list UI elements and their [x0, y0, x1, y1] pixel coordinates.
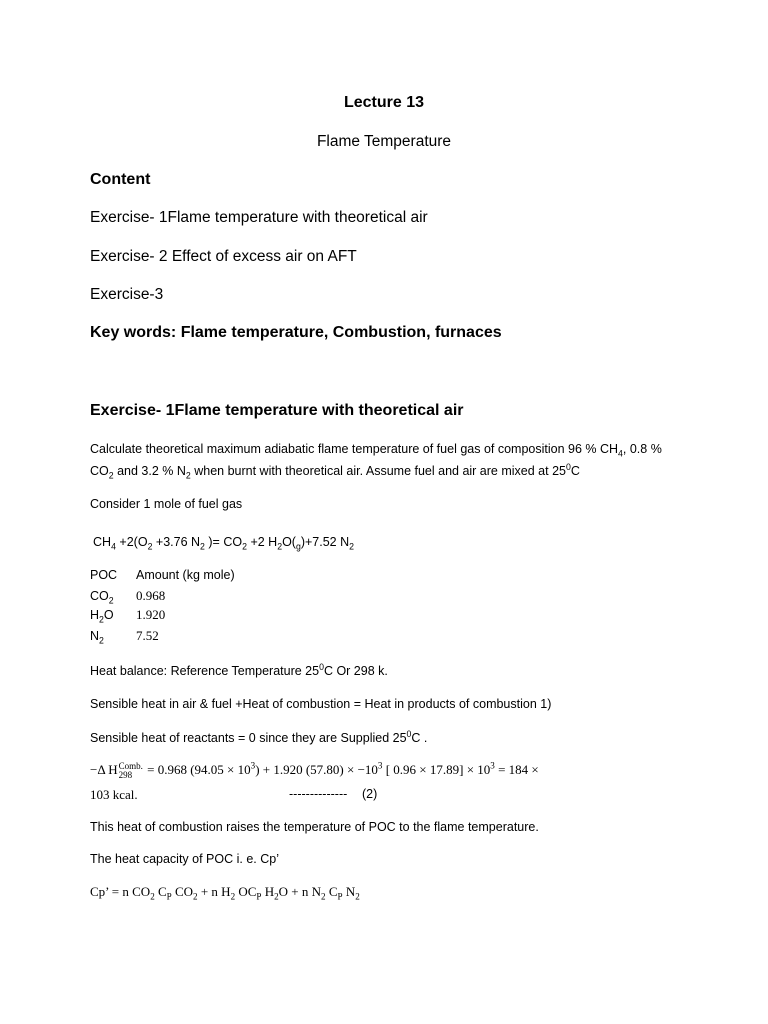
lecture-title: Lecture 13: [343, 94, 425, 111]
equation-dashes: --------------: [289, 787, 348, 801]
content-item-2: Exercise- 2 Effect of excess air on AFT: [90, 248, 357, 265]
heat-balance-text: Heat balance: Reference Temperature $25^0C$ Or 298 k.: [90, 661, 388, 678]
poc-row-name: $H_2O$: [90, 608, 114, 625]
problem-line-2: $CO_2$ and 3.2 % $N_2$ when burnt with theoretical air. Assume fuel and air are mixed at $25^0C$: [90, 461, 580, 481]
reaction-equation: $CH_4 +2(O_2 +3.76$ $N_2$ )= $CO_2 +2$ $H_2O(_g)+7.52$ $N_2$: [93, 535, 355, 552]
poc-row-name: $N_2$: [90, 629, 104, 646]
poc-row-name: $CO_2$: [90, 589, 114, 606]
problem-line-1: Calculate theoretical maximum adiabatic flame temperature of fuel gas of composition 96 % $CH_4$, 0.8 %: [90, 442, 662, 459]
consider-text: Consider 1 mole of fuel gas: [90, 497, 243, 511]
exercise1-heading: Exercise- 1Flame temperature with theoretical air: [90, 402, 464, 419]
poc-row-value: 7.52: [136, 628, 159, 643]
keywords: Key words: Flame temperature, Combustion, furnaces: [90, 324, 502, 341]
equation-reference: (2): [362, 787, 378, 801]
poc-row-value: 1.920: [136, 607, 166, 622]
heat-capacity-text: The heat capacity of POC i. e. Cp’: [90, 852, 279, 866]
sensible-heat-balance: Sensible heat in air & fuel +Heat of combustion = Heat in products of combustion 1): [90, 697, 552, 711]
equation-line-2: 103 kcal.: [90, 787, 138, 802]
content-heading: Content: [90, 171, 151, 188]
poc-row-value: 0.968: [136, 588, 166, 603]
content-item-3: Exercise-3: [90, 286, 164, 303]
sensible-heat-reactants: Sensible heat of reactants = 0 since they are Supplied $25^0C$ .: [90, 728, 428, 745]
poc-col-header: POC: [90, 568, 118, 582]
lecture-topic: Flame Temperature: [316, 133, 452, 150]
raises-text: This heat of combustion raises the temperature of POC to the flame temperature.: [90, 820, 539, 834]
heat-of-combustion-equation: −Δ H Comb. 298 = 0.968 $(94.05 \times 10^3) + 1.920$ $(57.80) \times -10^3$ [ $0.96 \times 17.89] \times 10^3 = 184$ ×: [90, 760, 539, 781]
cp-equation: Cp’ = n $CO_2$ $C_P$ $CO_2 + n$ $H_2$ $OC_P$ $H_2O + n$ $N_2$ $C_P$ $N_2$: [90, 884, 360, 902]
amount-col-header: Amount (kg mole): [136, 568, 235, 582]
content-item-1: Exercise- 1Flame temperature with theoretical air: [90, 209, 428, 226]
